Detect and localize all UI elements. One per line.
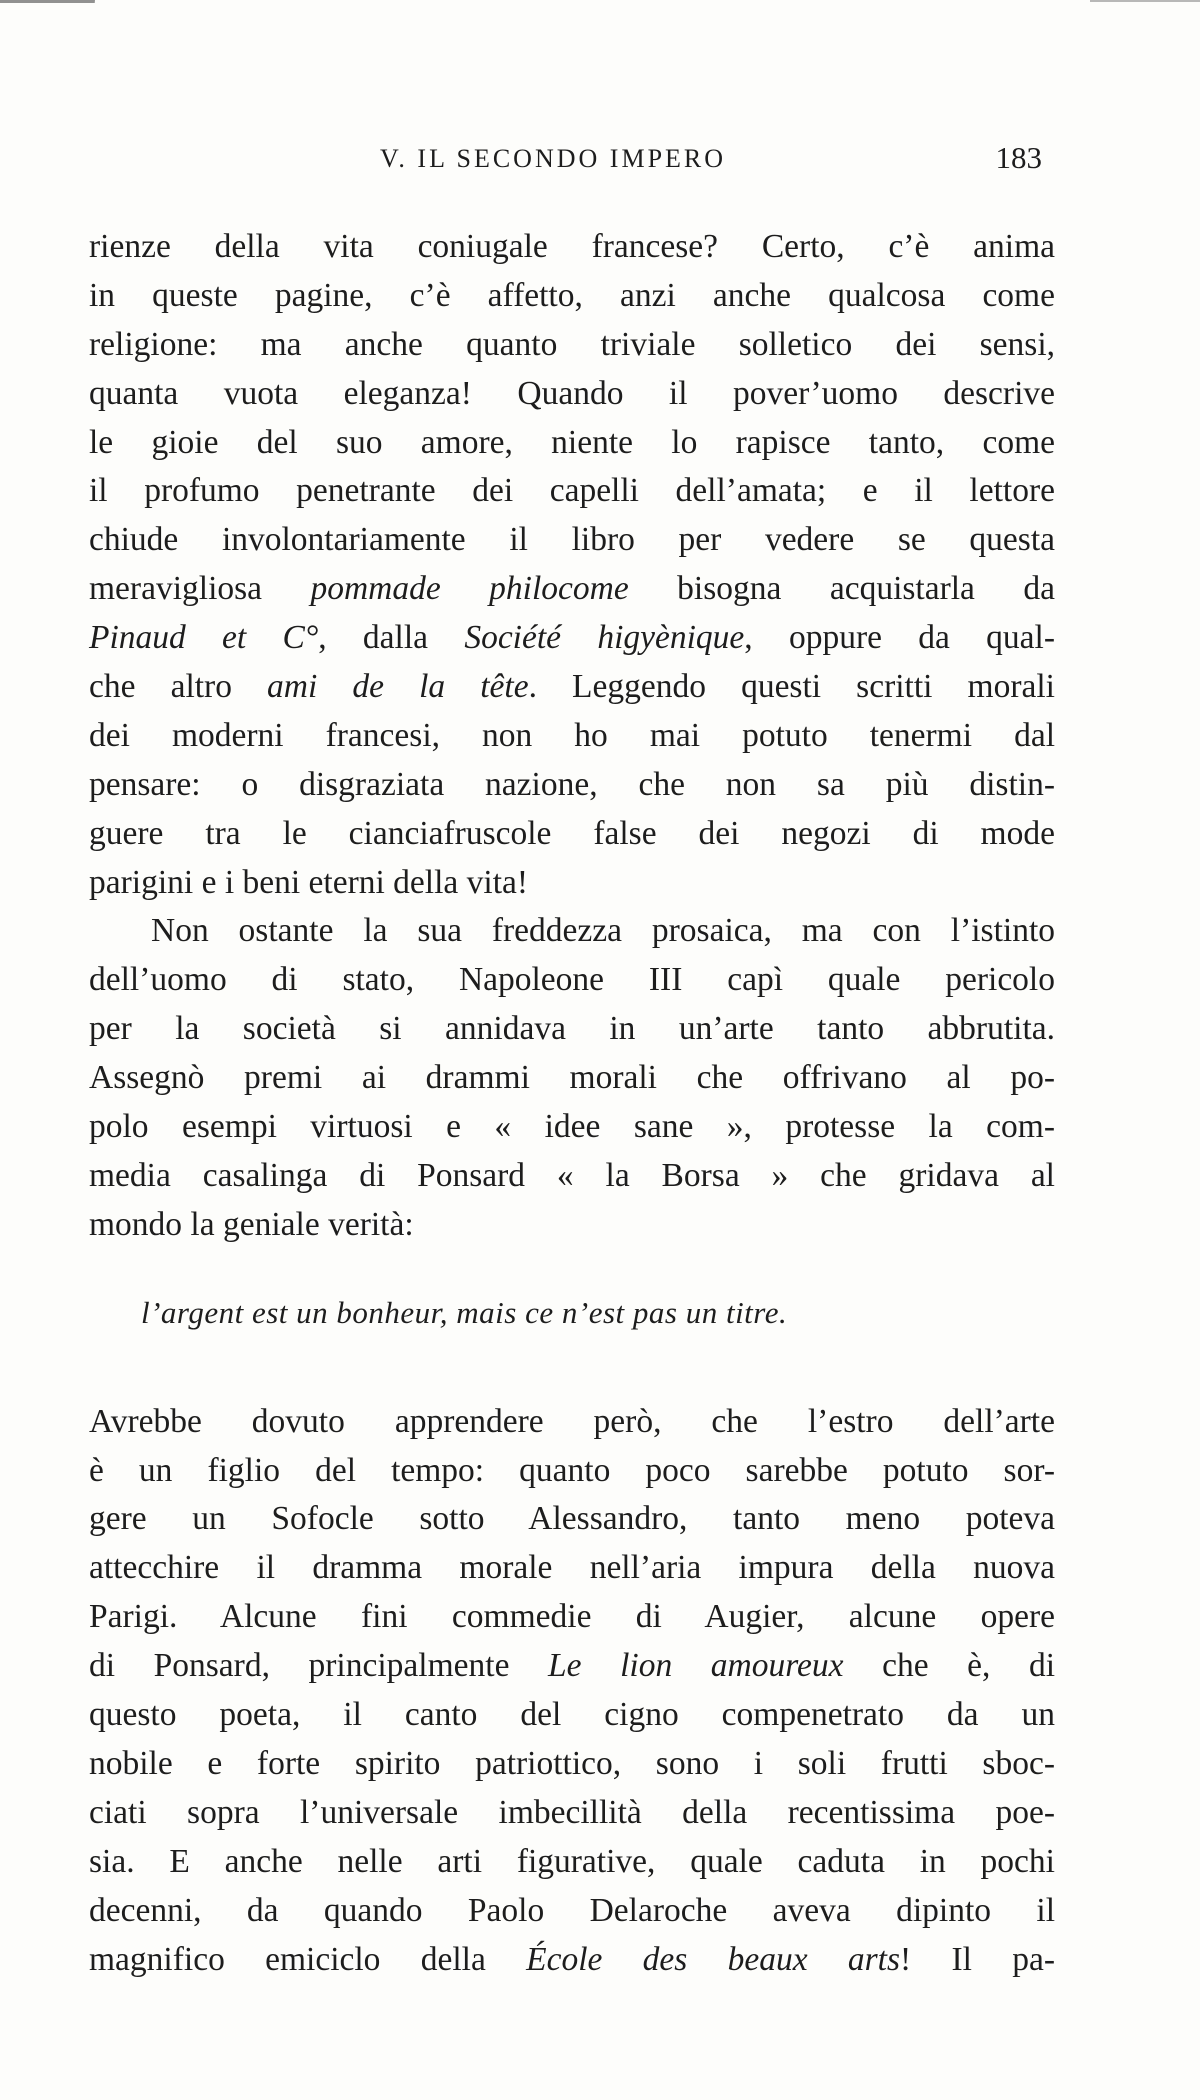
text-line [89,1740,1055,1789]
text-line [89,1642,1055,1691]
text-segment: è un figlio del tempo: quanto poco sarebbe potuto sor- [89,1451,1055,1489]
text-line [89,712,1055,761]
text-line [89,321,1055,370]
text-segment: attecchire il dramma morale nell’aria impura della nuova [89,1549,1055,1587]
text-line [89,516,1055,565]
text-segment: polo esempi virtuosi e « idee sane », protesse la com- [89,1108,1055,1146]
text-line [89,1005,1055,1054]
paragraph-1 [89,223,1055,907]
text-line [89,1398,1055,1447]
text-line [89,1691,1055,1740]
text-line [89,565,1055,614]
italic-segment: pommade philocome [310,570,629,608]
text-segment: nobile e forte spirito patriottico, sono i soli frutti sboc- [89,1744,1055,1782]
italic-segment: Le lion amoureux [548,1647,844,1685]
text-line [89,663,1055,712]
text-segment: sia. E anche nelle arti figurative, quale caduta in pochi [89,1842,1055,1880]
text-segment: religione: ma anche quanto triviale solletico dei sensi, [89,325,1055,363]
text-segment: per la società si annidava in un’arte tanto abbrutita. [89,1010,1055,1048]
text-line [89,1789,1055,1838]
text-line [89,859,1055,908]
page-corner-smudge [0,0,95,15]
text-segment: le gioie del suo amore, niente lo rapisce tanto, come [89,423,1055,461]
text-segment: bisogna acquistarla da [628,570,1055,608]
text-segment: guere tra le cianciafruscole false dei negozi di mode [89,814,1055,852]
text-line [89,272,1055,321]
text-segment: decenni, da quando Paolo Delaroche aveva dipinto il [89,1891,1055,1929]
text-segment: che altro [89,668,268,706]
text-line [89,1103,1055,1152]
paragraph-2 [89,907,1055,1249]
text-line [89,1054,1055,1103]
text-segment: che è, di [843,1647,1055,1685]
text-line [89,419,1055,468]
text-segment: , dalla [318,619,465,657]
text-segment: parigini e i beni eterni della vita! [89,863,529,901]
text-segment: rienze della vita coniugale francese? Certo, c’è anima [89,228,1055,265]
text-line [89,1447,1055,1496]
text-line [89,1201,1055,1250]
text-line [89,761,1055,810]
text-segment: ! Il pa- [900,1940,1055,1978]
text-segment: . Leggendo questi scritti morali [528,668,1055,706]
text-line [89,1495,1055,1544]
text-segment: Parigi. Alcune fini commedie di Augier, alcune opere [89,1598,1055,1636]
text-line [89,1936,1055,1985]
text-segment: dell’uomo di stato, Napoleone III capì quale pericolo [89,961,1055,999]
italic-segment: ami de la tête [267,668,529,706]
verse-quote: l’argent est un bonheur, mais ce n’est pas un titre. [141,1294,788,1330]
text-segment: questo poeta, il canto del cigno compenetrato da un [89,1696,1055,1734]
text-segment: dei moderni francesi, non ho mai potuto tenermi dal [89,716,1055,754]
running-title: V. IL SECONDO IMPERO [380,144,727,173]
italic-segment: École des beaux arts [526,1940,901,1978]
text-line [89,614,1055,663]
italic-segment: Société higyènique [464,619,745,657]
text-segment: magnifico emiciclo della [89,1940,527,1978]
text-segment: ciati sopra l’universale imbecillità della recentissima poe- [89,1793,1055,1831]
text-segment: di Ponsard, principalmente [89,1647,549,1685]
text-line [89,956,1055,1005]
text-line [89,1152,1055,1201]
text-segment: Avrebbe dovuto apprendere però, che l’estro dell’arte [89,1402,1055,1440]
text-segment: Assegnò premi ai drammi morali che offrivano al po- [89,1059,1055,1097]
text-segment: , oppure da qual- [744,619,1055,657]
text-line [89,1544,1055,1593]
text-line [89,467,1055,516]
text-line [89,223,1055,272]
text-segment: gere un Sofocle sotto Alessandro, tanto meno poteva [89,1500,1055,1538]
text-line [89,370,1055,419]
page-header [90,140,1060,184]
text-segment: pensare: o disgraziata nazione, che non sa più distin- [89,765,1055,803]
body-text [89,223,1055,1984]
page-number: 183 [995,140,1042,175]
text-segment: il profumo penetrante dei capelli dell’amata; e il lettore [89,472,1055,510]
text-line [89,1887,1055,1936]
text-segment: media casalinga di Ponsard « la Borsa » che gridava al [89,1156,1055,1194]
paragraph-3 [89,1398,1055,1985]
text-segment: in queste pagine, c’è affetto, anzi anche qualcosa come [89,276,1055,314]
text-segment: mondo la geniale verità: [89,1205,414,1243]
text-line [89,1593,1055,1642]
text-line [89,1838,1055,1887]
page-edge-line [1090,0,1200,2]
italic-segment: Pinaud et C° [89,619,319,657]
text-segment: meravigliosa [89,570,311,608]
text-segment: Non ostante la sua freddezza prosaica, ma con l’istinto [151,912,1055,950]
verse-quote-block [89,1250,1055,1398]
text-segment: chiude involontariamente il libro per vedere se questa [89,521,1055,559]
text-line [89,907,1055,956]
text-line [89,810,1055,859]
text-segment: quanta vuota eleganza! Quando il pover’uomo descrive [89,374,1055,412]
